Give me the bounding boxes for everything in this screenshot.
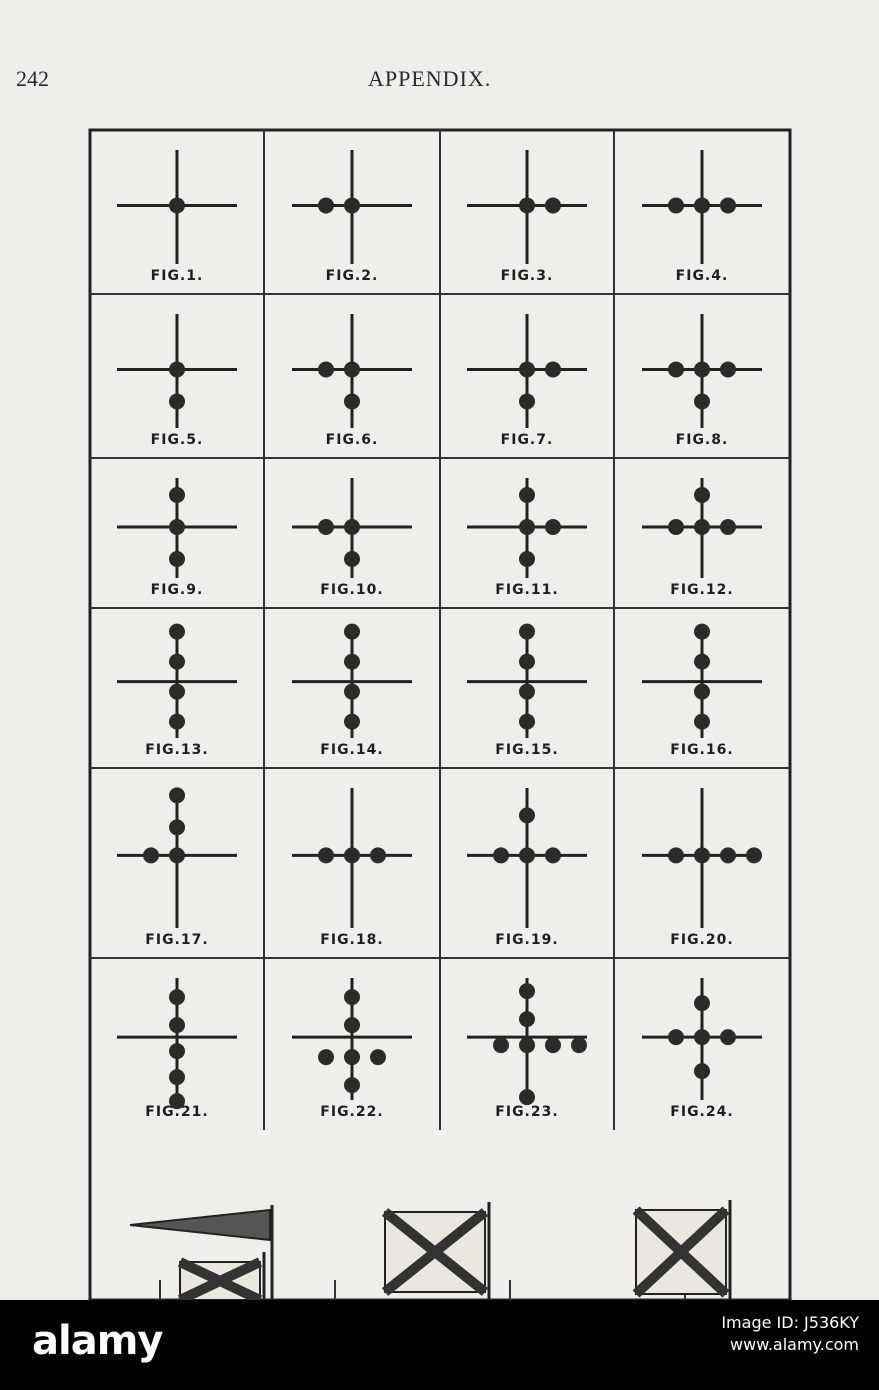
signal-ball [169, 487, 185, 503]
signal-ball [720, 361, 736, 377]
signal-ball [169, 684, 185, 700]
signal-ball [169, 1043, 185, 1059]
figure-label: FIG.5. [150, 432, 204, 448]
signal-ball [493, 1037, 509, 1053]
signal-ball [720, 197, 736, 213]
figure-label: FIG.10. [320, 582, 384, 598]
signal-ball [694, 1029, 710, 1045]
signal-ball [519, 654, 535, 670]
figure-label: FIG.24. [670, 1104, 734, 1120]
figure-label: FIG.2. [325, 268, 379, 284]
signal-ball [519, 983, 535, 999]
watermark-logo: alamy [32, 1318, 163, 1364]
figure-label: FIG.22. [320, 1104, 384, 1120]
watermark-url: www.alamy.com [730, 1335, 859, 1354]
signal-ball [169, 393, 185, 409]
signal-ball [344, 684, 360, 700]
signal-ball [344, 989, 360, 1005]
signal-ball [519, 361, 535, 377]
signal-ball [169, 551, 185, 567]
figure-label: FIG.11. [495, 582, 559, 598]
figure-label: FIG.16. [670, 742, 734, 758]
signal-ball [169, 819, 185, 835]
signal-ball [169, 624, 185, 640]
signal-ball [519, 1011, 535, 1027]
image-id: Image ID: J536KY [721, 1313, 859, 1332]
signal-ball [519, 197, 535, 213]
signal-ball [344, 654, 360, 670]
signal-ball [344, 624, 360, 640]
signal-ball [571, 1037, 587, 1053]
signal-ball [143, 847, 159, 863]
signal-ball [720, 519, 736, 535]
signal-ball [318, 1049, 334, 1065]
pennant-flag [130, 1210, 270, 1240]
signal-ball [694, 197, 710, 213]
signal-ball [694, 654, 710, 670]
signal-ball [344, 551, 360, 567]
signal-ball [668, 847, 684, 863]
figure-label: FIG.23. [495, 1104, 559, 1120]
signal-ball [344, 1017, 360, 1033]
signal-ball [344, 197, 360, 213]
signal-ball [720, 847, 736, 863]
figure-label: FIG.8. [675, 432, 729, 448]
signal-ball [344, 714, 360, 730]
signal-ball [668, 361, 684, 377]
signal-ball [694, 624, 710, 640]
signal-ball [545, 847, 561, 863]
signal-ball [344, 519, 360, 535]
signal-ball [344, 361, 360, 377]
watermark-id [721, 1312, 859, 1356]
signal-ball [545, 361, 561, 377]
figure-label: FIG.14. [320, 742, 384, 758]
figure-label: FIG.21. [145, 1104, 209, 1120]
signal-ball [668, 197, 684, 213]
figure-label: FIG.7. [500, 432, 554, 448]
signal-ball [169, 197, 185, 213]
signal-ball [169, 989, 185, 1005]
signal-ball [344, 847, 360, 863]
signal-ball [169, 654, 185, 670]
figure-label: FIG.9. [150, 582, 204, 598]
signal-ball [694, 361, 710, 377]
figure-label: FIG.19. [495, 932, 559, 948]
signal-ball [169, 787, 185, 803]
signal-ball [545, 197, 561, 213]
signal-ball [694, 684, 710, 700]
figure-label: FIG.4. [675, 268, 729, 284]
page-number: 242 [16, 66, 49, 91]
signal-ball [344, 1077, 360, 1093]
signal-ball [519, 1037, 535, 1053]
signal-ball [519, 487, 535, 503]
signal-ball [318, 847, 334, 863]
signal-ball [344, 1049, 360, 1065]
signal-ball [169, 847, 185, 863]
signal-ball [519, 519, 535, 535]
signal-ball [694, 714, 710, 730]
signal-ball [694, 519, 710, 535]
signal-ball [694, 393, 710, 409]
signal-ball [519, 393, 535, 409]
figure-label: FIG.13. [145, 742, 209, 758]
running-head: APPENDIX. [368, 66, 492, 91]
signal-ball [370, 847, 386, 863]
signal-ball [694, 487, 710, 503]
signal-ball [519, 807, 535, 823]
signal-ball [370, 1049, 386, 1065]
signal-ball [519, 1089, 535, 1105]
figure-label: FIG.3. [500, 268, 554, 284]
signal-ball [720, 1029, 736, 1045]
signal-ball [668, 519, 684, 535]
figure-label: FIG.20. [670, 932, 734, 948]
signal-ball [746, 847, 762, 863]
figure-label: FIG.6. [325, 432, 379, 448]
signal-ball [169, 1017, 185, 1033]
figure-label: FIG.17. [145, 932, 209, 948]
signal-ball [545, 1037, 561, 1053]
signal-ball [519, 684, 535, 700]
figure-label: FIG.12. [670, 582, 734, 598]
signal-ball [694, 1063, 710, 1079]
signal-ball [519, 624, 535, 640]
signal-ball [694, 847, 710, 863]
signal-ball [493, 847, 509, 863]
signal-ball [694, 995, 710, 1011]
signal-ball [169, 519, 185, 535]
signal-ball [545, 519, 561, 535]
signal-ball [519, 714, 535, 730]
signal-ball [169, 1069, 185, 1085]
signal-ball [318, 519, 334, 535]
figure-label: FIG.15. [495, 742, 559, 758]
signal-ball [169, 714, 185, 730]
signal-ball [519, 847, 535, 863]
signal-ball [318, 361, 334, 377]
signal-ball [668, 1029, 684, 1045]
signal-ball [318, 197, 334, 213]
signal-ball [519, 551, 535, 567]
signal-ball [169, 361, 185, 377]
signal-ball [344, 393, 360, 409]
figure-label: FIG.18. [320, 932, 384, 948]
figure-label: FIG.1. [150, 268, 204, 284]
